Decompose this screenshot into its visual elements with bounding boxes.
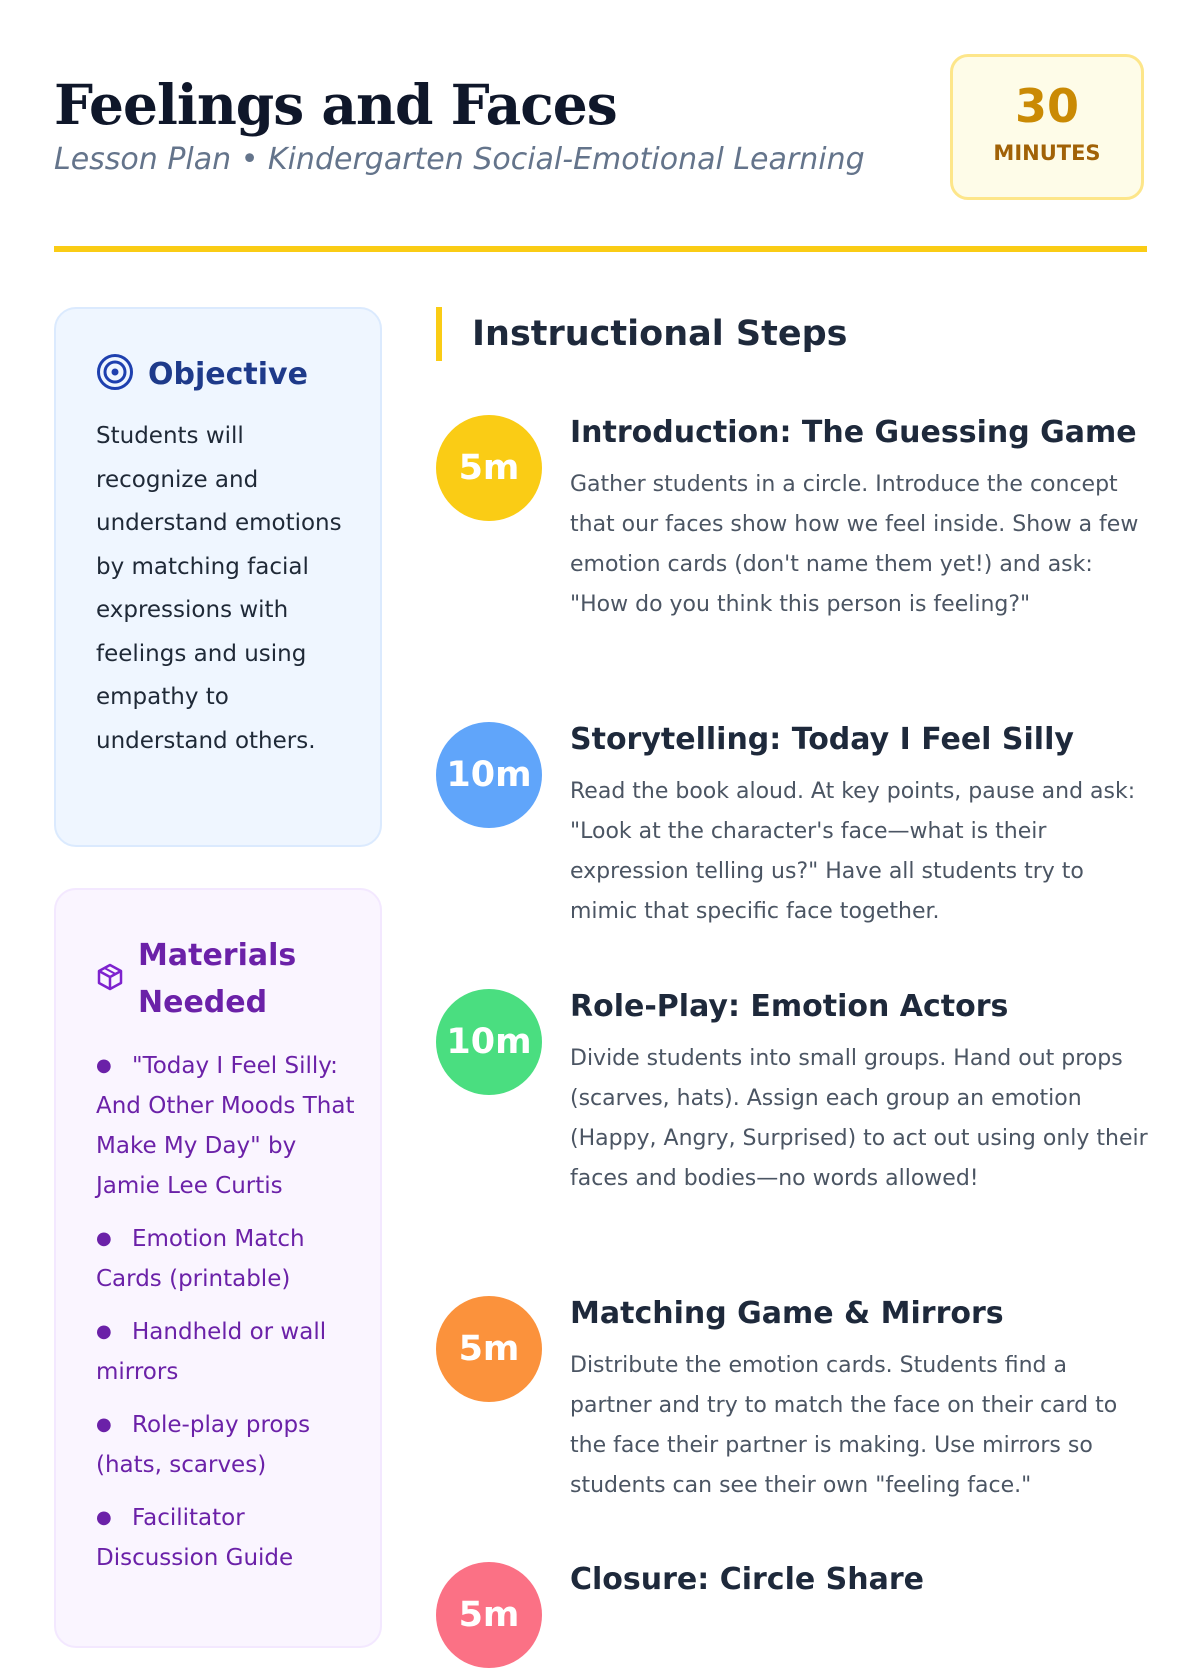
duration-unit: MINUTES bbox=[993, 141, 1101, 165]
materials-list bbox=[96, 1046, 356, 1591]
list-item: ● "Today I Feel Silly: And Other Moods That Make My Day" by Jamie Lee Curtis bbox=[96, 1053, 355, 1199]
list-item: ● Handheld or wall mirrors bbox=[96, 1319, 327, 1385]
step-description: Read the book aloud. At key points, pause and ask: "Look at the character's face—what is their expression telling us?" Have all students try to mimic that specific face together. bbox=[570, 779, 1136, 924]
step-time-badge: 10m bbox=[436, 989, 542, 1095]
step-title: Matching Game & Mirrors bbox=[570, 1296, 1004, 1331]
step-title: Role-Play: Emotion Actors bbox=[570, 989, 1009, 1024]
list-item: ● Emotion Match Cards (printable) bbox=[96, 1226, 305, 1292]
step-description: Divide students into small groups. Hand out props (scarves, hats). Assign each group an emotion (Happy, Angry, Surprised) to act out using only their faces and bodies—no words allowed! bbox=[570, 1046, 1148, 1191]
step-time-badge: 5m bbox=[436, 1562, 542, 1668]
materials-title: Materials Needed bbox=[138, 938, 297, 1020]
objective-card bbox=[54, 307, 382, 847]
list-item: ● Role-play props (hats, scarves) bbox=[96, 1412, 311, 1478]
duration-badge bbox=[950, 54, 1144, 200]
target-icon bbox=[96, 353, 134, 395]
steps-heading: Instructional Steps bbox=[436, 307, 847, 361]
objective-title: Objective bbox=[148, 356, 308, 392]
page-subtitle: Lesson Plan • Kindergarten Social-Emotional Learning bbox=[54, 142, 865, 177]
list-item: ● Facilitator Discussion Guide bbox=[96, 1505, 294, 1571]
objective-text: Students will recognize and understand emotions by matching facial expressions with feelings and using empathy to understand others. bbox=[96, 423, 342, 754]
objective-header bbox=[96, 353, 308, 395]
step-title: Closure: Circle Share bbox=[570, 1562, 925, 1597]
step-time-badge: 5m bbox=[436, 415, 542, 521]
materials-header bbox=[96, 932, 308, 1026]
step-title: Storytelling: Today I Feel Silly bbox=[570, 722, 1074, 757]
step-time-badge: 10m bbox=[436, 722, 542, 828]
header-divider bbox=[54, 246, 1147, 252]
page-title: Feelings and Faces bbox=[54, 72, 617, 137]
cube-icon bbox=[96, 963, 124, 995]
step-description: Gather students in a circle. Introduce the concept that our faces show how we feel inside. Show a few emotion cards (don't name them yet!) and ask: "How do you think this person is feeling?" bbox=[570, 472, 1139, 617]
step-title: Introduction: The Guessing Game bbox=[570, 415, 1137, 450]
materials-card bbox=[54, 888, 382, 1648]
step-description: Distribute the emotion cards. Students find a partner and try to match the face on their card to the face their partner is making. Use mirrors so students can see their own "feeling face." bbox=[570, 1353, 1118, 1498]
duration-value: 30 bbox=[1014, 79, 1079, 133]
step-time-badge: 5m bbox=[436, 1296, 542, 1402]
